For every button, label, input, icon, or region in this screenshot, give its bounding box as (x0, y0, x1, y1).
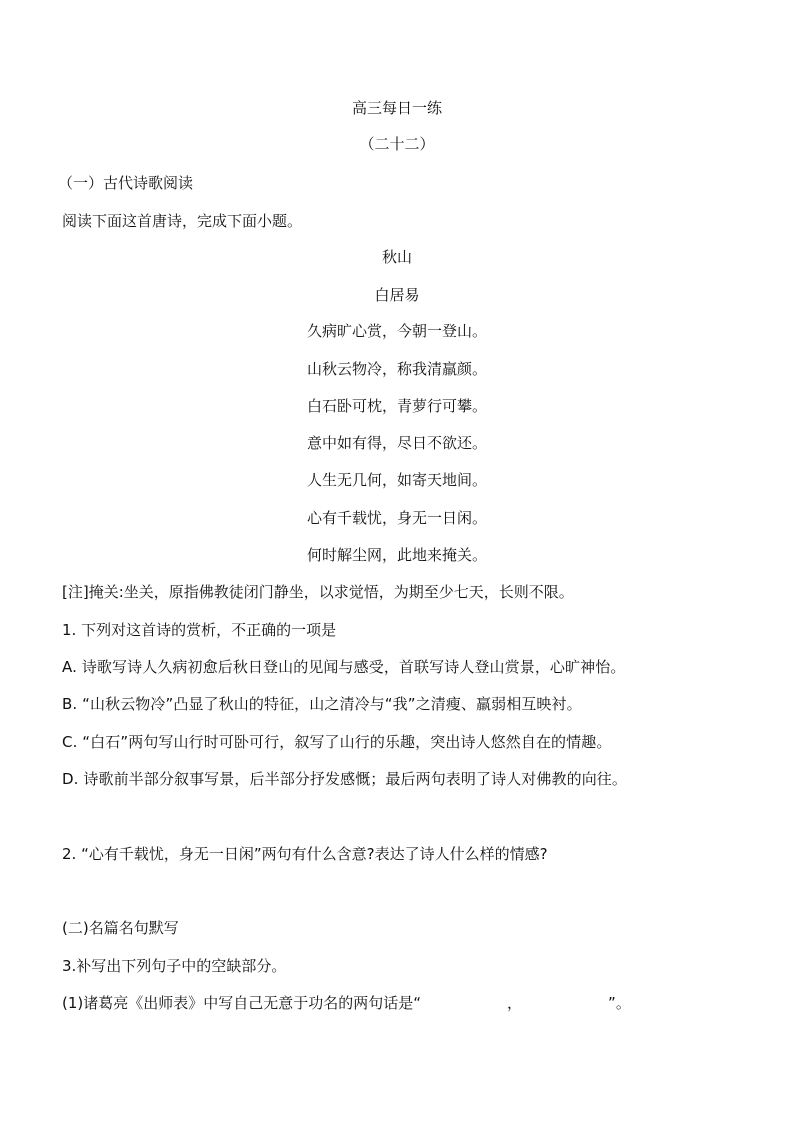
question-1-stem: 1. 下列对这首诗的赏析，不正确的一项是 (62, 621, 337, 639)
page-subtitle: （二十二） (359, 135, 435, 153)
question-3-item-1-prefix: (1)诸葛亮《出师表》中写自己无意于功名的两句话是“ (62, 994, 422, 1012)
question-1-option-b: B. “山秋云物冷”凸显了秋山的特征，山之清冷与“我”之清瘦、羸弱相互映衬。 (62, 695, 582, 713)
poem-line: 山秋云物冷，称我清羸颜。 (306, 360, 487, 378)
poem-author: 白居易 (374, 286, 420, 304)
poem-line: 白石卧可枕，青萝行可攀。 (306, 397, 487, 415)
question-3-item-1 (62, 992, 732, 1014)
question-3-stem: 3.补写出下列句子中的空缺部分。 (62, 957, 287, 975)
poem-line: 意中如有得，尽日不欲还。 (306, 434, 487, 452)
page-title: 高三每日一练 (351, 99, 442, 117)
poem-line: 久病旷心赏，今朝一登山。 (306, 322, 487, 340)
question-1-option-a: A. 诗歌写诗人久病初愈后秋日登山的见闻与感受，首联写诗人登山赏景，心旷神怡。 (62, 658, 626, 676)
question-3-item-1-separator: ， (507, 994, 523, 1012)
section-heading-poetry: （一）古代诗歌阅读 (58, 174, 194, 192)
question-1-option-d: D. 诗歌前半部分叙事写景，后半部分抒发感慨；最后两句表明了诗人对佛教的向往。 (62, 770, 627, 788)
poem-annotation: [注]掩关:坐关，原指佛教徒闭门静坐，以求觉悟，为期至少七天，长则不限。 (62, 583, 574, 601)
question-1-option-c: C. “白石”两句写山行时可卧可行，叙写了山行的乐趣，突出诗人悠然自在的情趣。 (62, 733, 612, 751)
question-2-stem: 2. “心有千载忧，身无一日闲”两句有什么含意?表达了诗人什么样的情感? (62, 845, 548, 863)
poem-title: 秋山 (381, 248, 412, 266)
poem-line: 人生无几何，如寄天地间。 (306, 471, 487, 489)
poem-line: 何时解尘网，此地来掩关。 (306, 546, 487, 564)
reading-instructions: 阅读下面这首唐诗，完成下面小题。 (62, 212, 303, 230)
poem-line: 心有千载忧，身无一日闲。 (306, 509, 487, 527)
question-3-item-1-suffix: ”。 (608, 994, 631, 1012)
section-heading-recitation: (二)名篇名句默写 (62, 919, 179, 937)
